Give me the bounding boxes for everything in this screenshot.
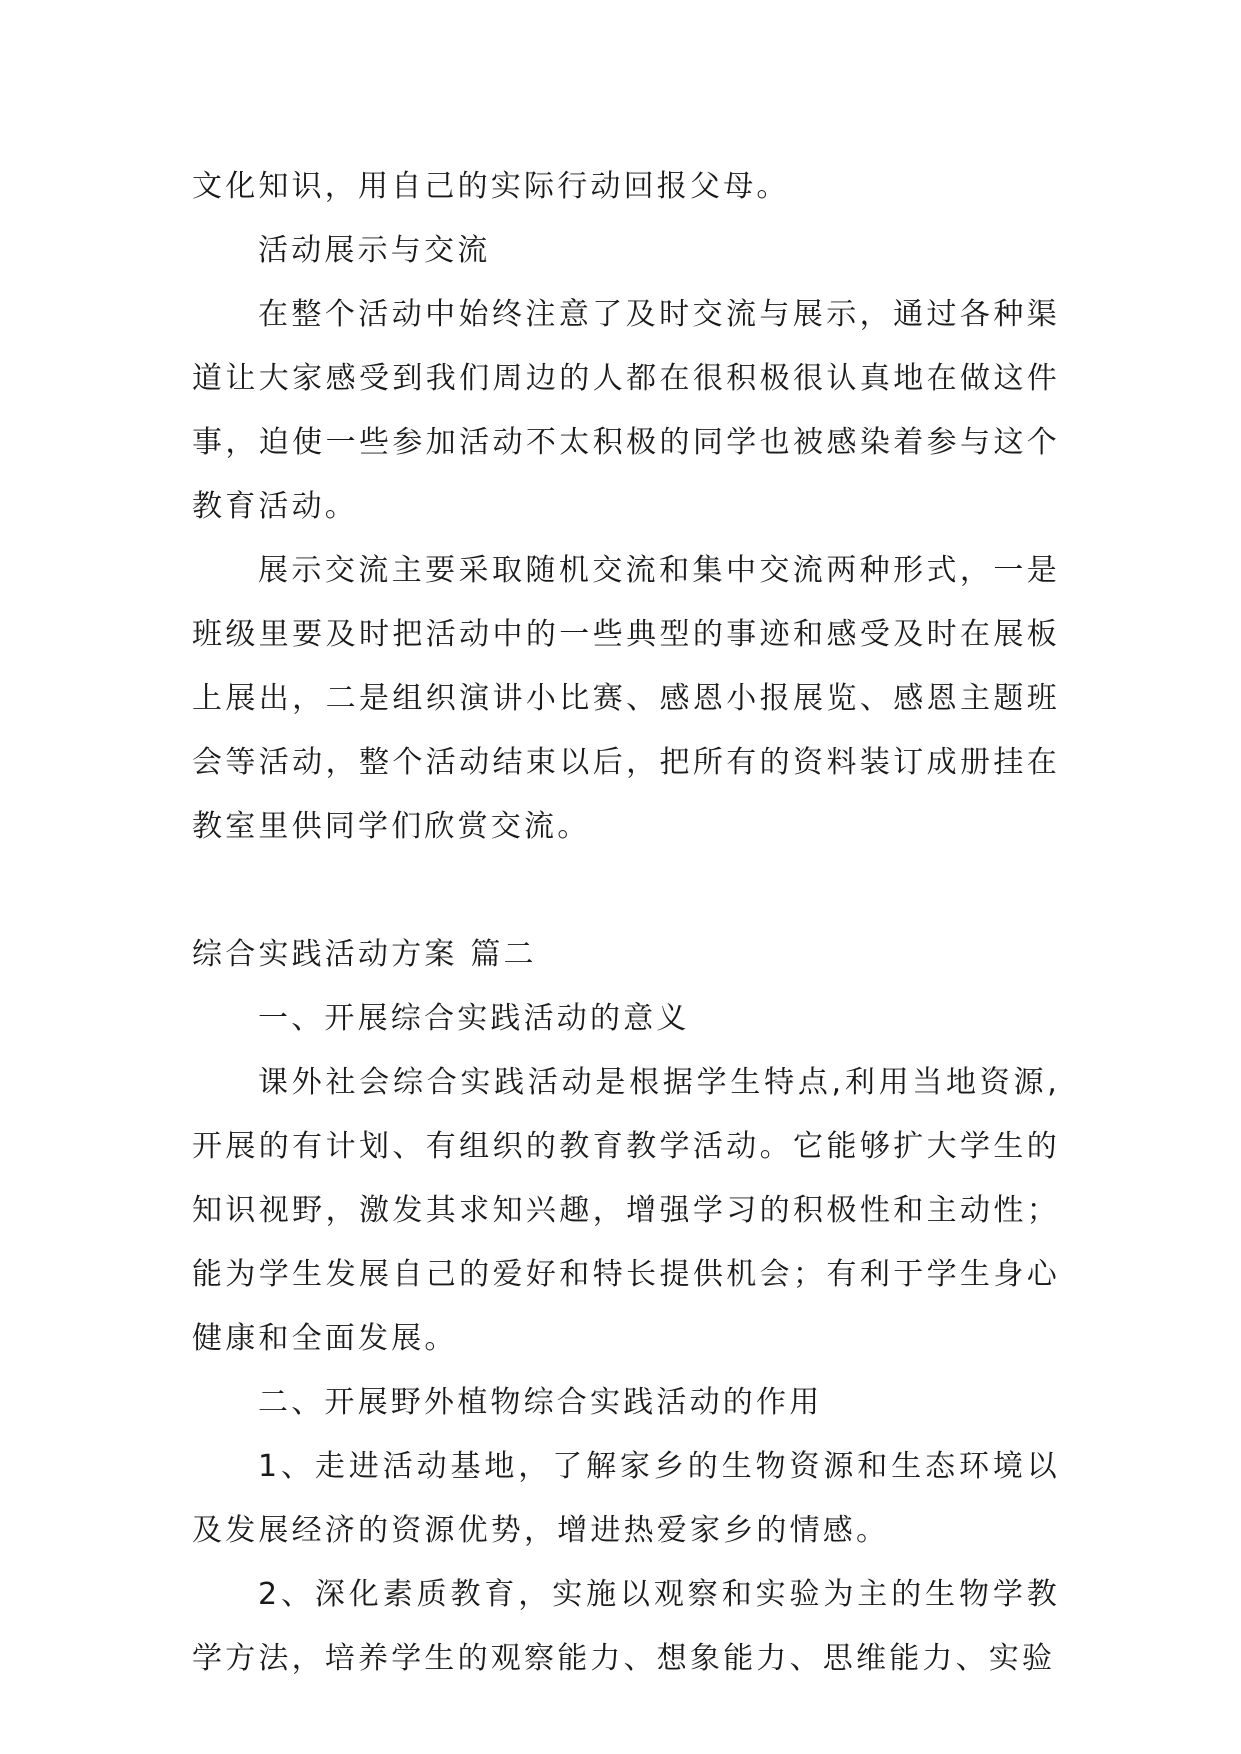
section-2-heading: 二、开展野外植物综合实践活动的作用: [258, 1385, 823, 1420]
section-gap: [192, 859, 1060, 923]
document-body: [192, 155, 1060, 1691]
showcase-paragraph-2: 展示交流主要采取随机交流和集中交流两种形式，一是班级里要及时把活动中的一些典型的事迹和感受及时在展板上展出，二是组织演讲小比赛、感恩小报展览、感恩主题班会等活动，整个活动结束以后，把所有的资料装订成册挂在教室里供同学们欣赏交流。: [192, 553, 1060, 844]
section-1-heading: 一、开展综合实践活动的意义: [258, 1001, 690, 1036]
plan-title: 综合实践活动方案 篇二: [192, 937, 537, 972]
continuation-paragraph: 文化知识，用自己的实际行动回报父母。: [192, 169, 790, 204]
showcase-paragraph-1: 在整个活动中始终注意了及时交流与展示，通过各种渠道让大家感受到我们周边的人都在很积极很认真地在做这件事，迫使一些参加活动不太积极的同学也被感染着参与这个教育活动。: [192, 297, 1060, 524]
list-item-2: 2、深化素质教育，实施以观察和实验为主的生物学教学方法，培养学生的观察能力、想象能力、思维能力、实验: [192, 1577, 1060, 1676]
activity-showcase-heading: 活动展示与交流: [258, 233, 491, 268]
list-item-1: 1、走进活动基地，了解家乡的生物资源和生态环境以及发展经济的资源优势，增进热爱家乡的情感。: [192, 1449, 1060, 1548]
section-1-paragraph: 课外社会综合实践活动是根据学生特点,利用当地资源,开展的有计划、有组织的教育教学活动。它能够扩大学生的知识视野，激发其求知兴趣，增强学习的积极性和主动性；能为学生发展自己的爱好和特长提供机会；有利于学生身心健康和全面发展。: [192, 1065, 1060, 1356]
